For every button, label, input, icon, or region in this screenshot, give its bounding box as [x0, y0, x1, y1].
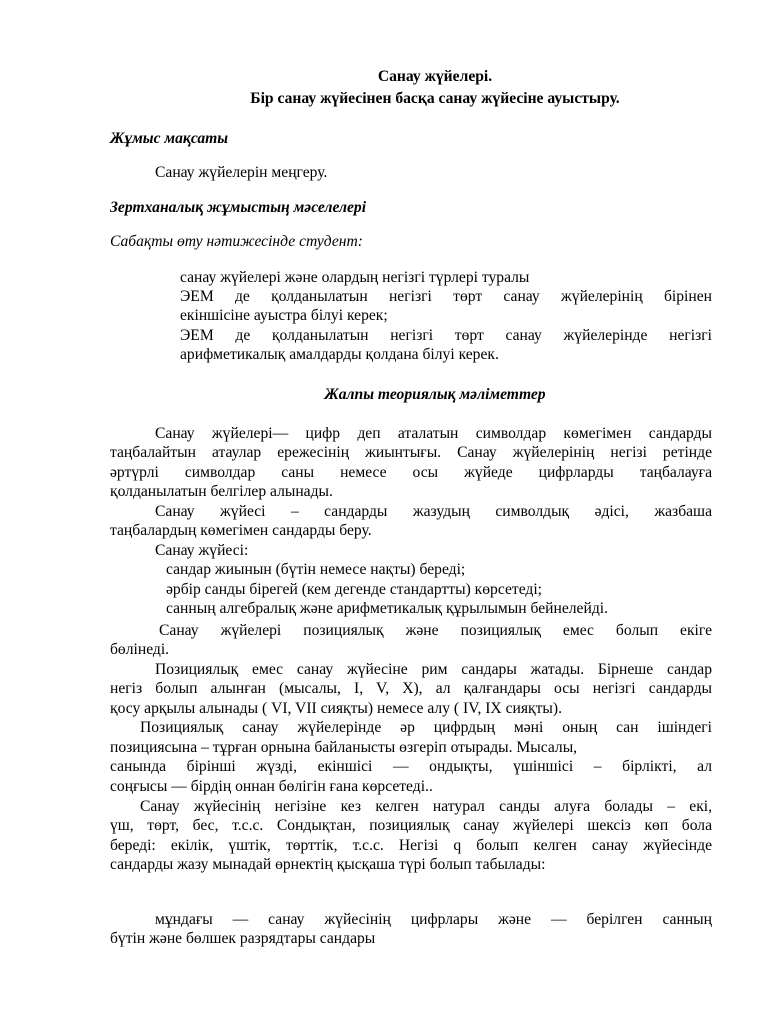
theory-line: Позициялық санау жүйелерінде әр цифрдың мәні оның сан ішіндегі — [140, 719, 712, 736]
theory-line: санның алгебралық және арифметикалық құрылымын бейнелейді. — [166, 600, 608, 617]
task-item: арифметикалық амалдарды қолдана білуі керек. — [180, 346, 499, 363]
theory-line: Санау жүйесі: — [155, 542, 249, 559]
goal-heading: Жұмыс мақсаты — [110, 130, 229, 147]
theory-line: бүтін және бөлшек разрядтары сандары — [110, 930, 376, 947]
theory-line: Санау жүйелері— цифр деп аталатын символдар көмегімен сандарды — [155, 425, 712, 442]
task-item: санау жүйелері және олардың негізгі түрлері туралы — [180, 269, 530, 286]
task-item: екіншісіне ауыстра білуі керек; — [180, 307, 388, 324]
theory-line: Позициялық емес санау жүйесіне рим сандары жатады. Бірнеше сандар — [155, 661, 712, 678]
title-line-1: Санау жүйелері. — [377, 68, 493, 85]
theory-line: Санау жүйесінің негізіне кез келген натурал санды алуға болады – екі, — [140, 798, 712, 815]
theory-line: позициясына – тұрған орнына байланысты өзгеріп отырады. Мысалы, — [110, 739, 578, 756]
theory-line: үш, төрт, бес, т.с.с. Сондықтан, позициялық санау жүйелері шексіз көп бола — [110, 817, 712, 834]
theory-line: сандарды жазу мынадай өрнектің қысқаша түрі болып табылады: — [110, 856, 546, 873]
theory-line: бөлінеді. — [110, 641, 170, 658]
theory-line: қолданылатын белгілер алынады. — [110, 483, 333, 500]
tasks-intro: Сабақты өту нәтижесінде студент: — [110, 233, 363, 250]
theory-line: санында бірінші жүзді, екіншісі — ондықты, үшіншісі – бірлікті, ал — [110, 758, 712, 775]
theory-line: Санау жүйесі – сандарды жазудың символдық әдісі, жазбаша — [155, 503, 712, 520]
theory-line: әртүрлі символдар саны немесе осы жүйеде цифрларды таңбалауға — [110, 464, 712, 481]
theory-line: таңбалардың көмегімен сандарды беру. — [110, 522, 372, 539]
theory-line: мұндағы — санау жүйесінің цифрлары және — берілген санның — [155, 911, 712, 928]
theory-line: сандар жиынын (бүтін немесе нақты) береді; — [166, 561, 466, 578]
theory-line: әрбір санды бірегей (кем дегенде стандартты) көрсетеді; — [166, 581, 543, 598]
goal-text: Санау жүйелерін меңгеру. — [155, 164, 328, 181]
theory-line: қосу арқылы алынады ( VI, VII сияқты) немесе алу ( IV, IX сияқты). — [110, 700, 562, 717]
theory-heading: Жалпы теориялық мәліметтер — [324, 386, 546, 403]
theory-line: береді: екілік, үштік, төрттік, т.с.с. Негізі q болып келген санау жүйесінде — [110, 837, 712, 854]
theory-line: негіз болып алынған (мысалы, I, V, X), ал қалғандары осы негізгі сандарды — [110, 680, 712, 697]
theory-line: соңғысы — бірдің оннан бөлігін ғана көрсетеді.. — [110, 778, 433, 795]
tasks-heading: Зертханалық жұмыстың мәселелері — [110, 199, 367, 216]
theory-line: Санау жүйелері позициялық және позициялық емес болып екіге — [159, 622, 712, 639]
theory-line: таңбалайтын атаулар ережесінің жиынтығы. Санау жүйелерінің негізі ретінде — [110, 444, 712, 461]
task-item: ЭЕМ де қолданылатын негізгі төрт санау жүйелерінде негізгі — [180, 327, 712, 344]
title-line-2: Бір санау жүйесінен басқа санау жүйесіне ауыстыру. — [250, 90, 620, 107]
task-item: ЭЕМ де қолданылатын негізгі төрт санау жүйелерінің бірінен — [180, 288, 712, 305]
